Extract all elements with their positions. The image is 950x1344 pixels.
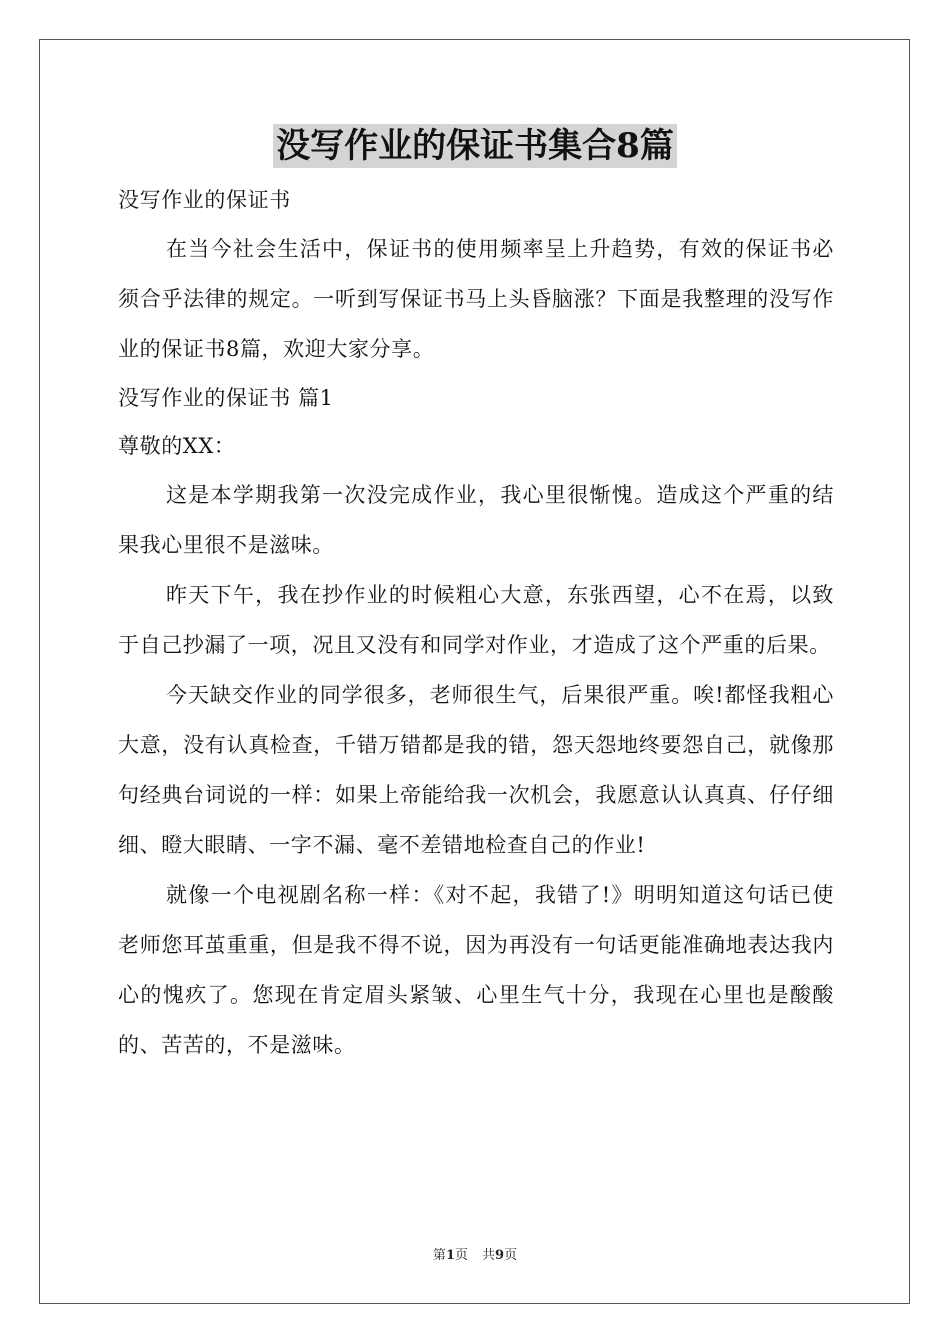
intro-paragraph: 在当今社会生活中，保证书的使用频率呈上升趋势，有效的保证书必须合乎法律的规定。一听到写保证书马上头昏脑涨？下面是我整理的没写作业的保证书8篇，欢迎大家分享。 <box>118 237 834 361</box>
salutation: 尊敬的XX： <box>118 434 236 458</box>
section-heading: 没写作业的保证书 <box>118 188 291 212</box>
page-total: 共9页 <box>482 1248 518 1263</box>
document-title: 没写作业的保证书集合8篇 <box>273 124 677 168</box>
body-paragraph: 昨天下午，我在抄作业的时候粗心大意，东张西望，心不在焉，以致于自己抄漏了一项，况且又没有和同学对作业，才造成了这个严重的后果。 <box>118 583 834 657</box>
body-paragraph: 今天缺交作业的同学很多，老师很生气，后果很严重。唉!都怪我粗心大意，没有认真检查，千错万错都是我的错，怨天怨地终要怨自己，就像那句经典台词说的一样：如果上帝能给我一次机会，我愿意认认真真、仔仔细细、瞪大眼睛、一字不漏、毫不差错地检查自己的作业! <box>118 683 834 857</box>
document-body <box>118 176 834 1070</box>
title-container <box>0 124 950 168</box>
page-footer <box>0 1246 950 1266</box>
page-number: 第1页 <box>432 1248 468 1263</box>
body-paragraph: 就像一个电视剧名称一样：《对不起，我错了!》明明知道这句话已使老师您耳茧重重，但是我不得不说，因为再没有一句话更能准确地表达我内心的愧疚了。您现在肯定眉头紧皱、心里生气十分，我现在心里也是酸酸的、苦苦的，不是滋味。 <box>118 883 834 1057</box>
article-heading: 没写作业的保证书 篇1 <box>118 386 334 410</box>
body-paragraph: 这是本学期我第一次没完成作业，我心里很惭愧。造成这个严重的结果我心里很不是滋味。 <box>118 483 834 557</box>
